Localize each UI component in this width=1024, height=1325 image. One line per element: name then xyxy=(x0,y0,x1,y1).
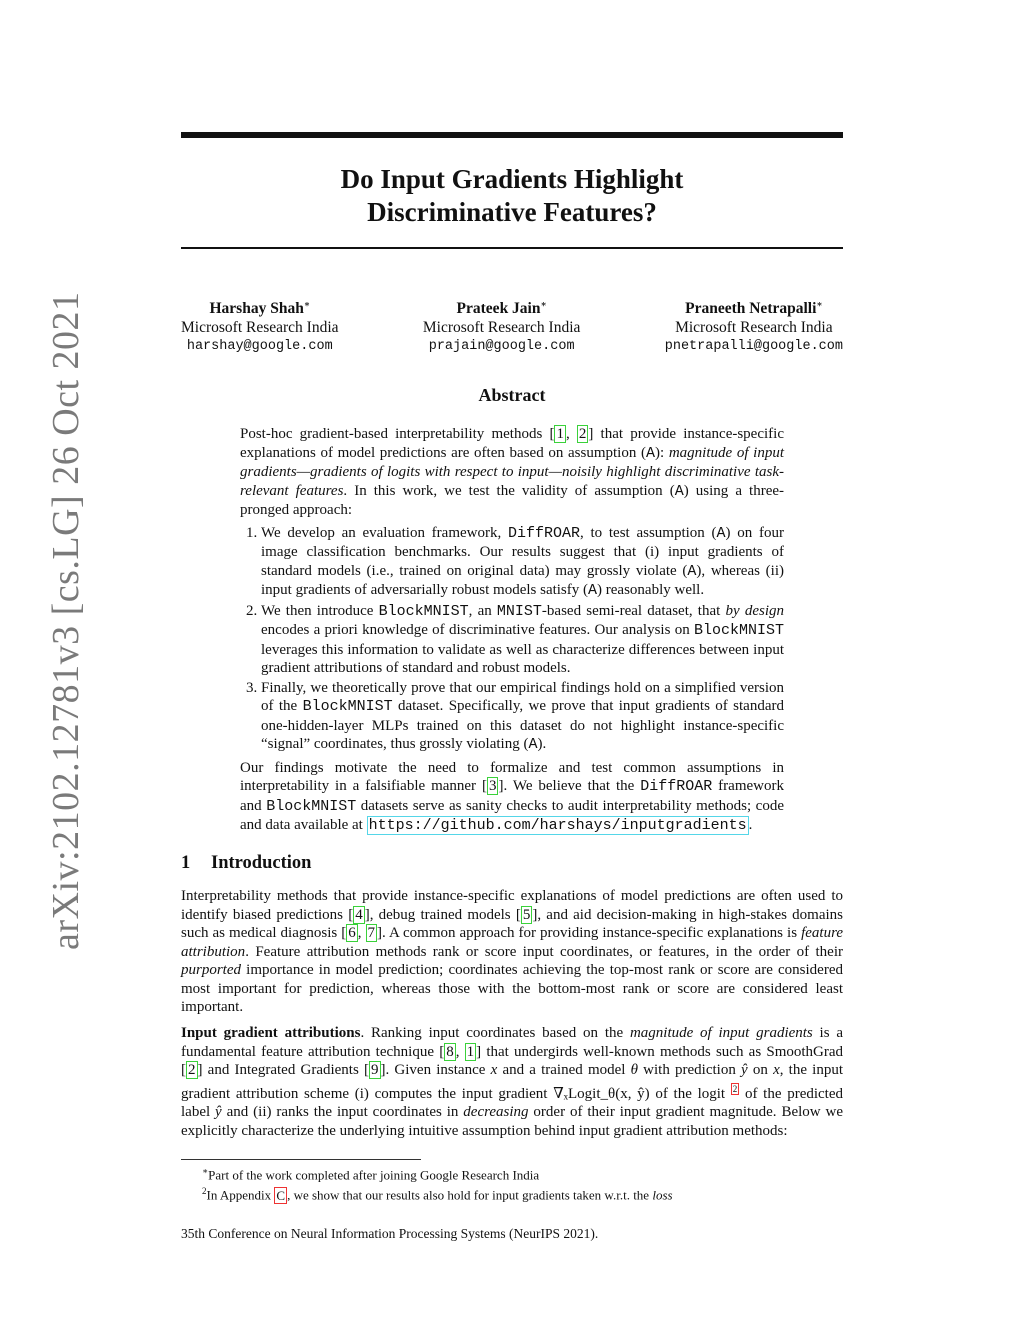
citation-link[interactable]: 3 xyxy=(488,778,497,794)
list-item: 3. Finally, we theoretically prove that our empirical findings hold on a simplified version of the BlockMNIST dataset. Specifically, we prove that input gradients of standard one-hidden-layer MLPs trained on this dataset do not highlight instance-specific “signal” coordinates, thus grossly violating (A). xyxy=(261,679,784,755)
author-email[interactable]: prajain@google.com xyxy=(428,339,575,355)
author-name: Praneeth Netrapalli xyxy=(685,300,817,318)
citation-link[interactable]: 1 xyxy=(466,1043,475,1060)
section-heading xyxy=(181,853,311,874)
gradient-formula: ∇ₓLogit_θ(x, ŷ) xyxy=(553,1085,650,1102)
title-bottom-rule xyxy=(181,247,843,249)
citation-link[interactable]: 2 xyxy=(188,1062,196,1078)
citation-link[interactable]: 5 xyxy=(522,906,531,923)
author-mark: ∗ xyxy=(540,299,547,309)
author-3 xyxy=(665,295,843,356)
author-mark: ∗ xyxy=(303,299,311,309)
citation-link[interactable]: 2 xyxy=(578,426,587,442)
citation-link[interactable]: 7 xyxy=(367,925,376,941)
author-1 xyxy=(181,295,339,356)
author-email[interactable]: pnetrapalli@google.com xyxy=(664,339,843,355)
footnote-rule xyxy=(181,1159,421,1160)
author-affiliation: Microsoft Research India xyxy=(422,319,581,337)
abstract-intro: Post-hoc gradient-based interpretability methods [ 1 , 2 ] that provide instance-specific explanations of model predictions are often based on assumption (A): magnitude of input gradients—gradients of logits with respect to input—noisily highlight discriminative task-relevant features. In this work, we test the validity of assumption (A) using a three-pronged approach: xyxy=(240,426,785,518)
contribution-list xyxy=(240,524,784,755)
footnote-1: ∗Part of the work completed after joining Google Research India xyxy=(202,1166,540,1183)
section-number: 1 xyxy=(181,853,191,873)
author-name: Harshay Shah xyxy=(209,300,304,318)
venue-footer: 35th Conference on Neural Information Processing Systems (NeurIPS 2021). xyxy=(181,1226,599,1241)
intro-paragraph-1: Interpretability methods that provide instance-specific explanations of model predictions are often used to identify biased predictions [ 4 ], debug trained models [ 5 ], and aid decision-making in high-stakes domains such as medical diagnosis [ 6 , 7 ]. A common approach for providing instance-specific explanations is feature attribution. Feature attribution methods rank or score input coordinates, or features, in the order of their purported importance in model prediction; coordinates achieving the top-most rank or score are considered most important for prediction, whereas those with the bottom-most rank or score are considered least important. xyxy=(181,888,844,1015)
list-item: 2. We then introduce BlockMNIST, an MNIST-based semi-real dataset, that by design encodes a priori knowledge of discriminative features. Our analysis on BlockMNIST leverages this information to validate as well as characterize differences between input gradient attributions of standard and robust models. xyxy=(261,602,784,678)
author-email[interactable]: harshay@google.com xyxy=(186,339,333,355)
citation-link[interactable]: 1 xyxy=(556,426,564,442)
repo-url-link[interactable]: https://github.com/harshays/inputgradients xyxy=(368,817,747,834)
citation-link[interactable]: 8 xyxy=(446,1043,454,1060)
intro-paragraph-2: Input gradient attributions. Ranking input coordinates based on the magnitude of input gradients is a fundamental feature attribution technique [ 8 , 1 ] that undergirds well-known methods such as SmoothGrad [ 2 ] and Integrated Gradients [ 9 ]. Given instance x and a trained model θ with prediction ŷ on x, the input gradient attribution scheme (i) computes the input gradient ∇ₓLogit_θ(x, ŷ) of the logit $^2$ of the predicted label ŷ and (ii) ranks the input coordinates in decreasing order of their input gradient magnitude. Below we explicitly characterize the underlying intuitive assumption behind input gradient attribution methods: xyxy=(181,1025,844,1139)
citation-link[interactable]: 6 xyxy=(348,925,356,941)
title-line-2: Discriminative Features? xyxy=(367,197,657,227)
title-line-1: Do Input Gradients Highlight xyxy=(340,164,684,194)
footnote-2: $^2$In Appendix C , we show that our results also hold for input gradients taken w.r.t. the loss xyxy=(202,1186,673,1203)
appendix-link[interactable]: C xyxy=(276,1187,286,1203)
abstract-heading: Abstract xyxy=(478,385,546,405)
footnote-ref[interactable]: 2 xyxy=(732,1083,738,1094)
section-title: Introduction xyxy=(211,853,312,873)
citation-link[interactable]: 4 xyxy=(355,906,363,923)
title-top-rule xyxy=(181,132,843,138)
footnotes xyxy=(181,1163,843,1204)
abstract-closing: Our findings motivate the need to formalize and test common assumptions in interpretability in a falsifiable manner [ 3 ]. We believe that the DiffROAR framework and BlockMNIST datasets serve as sanity checks to audit interpretability methods; code and data available at https://github.com/harshays/inputgradients . xyxy=(240,759,784,834)
author-name: Prateek Jain xyxy=(456,300,541,318)
arxiv-stamp: arXiv:2102.12781v3 [cs.LG] 26 Oct 2021 xyxy=(45,291,87,950)
author-block xyxy=(181,295,843,356)
abstract-body xyxy=(240,425,784,836)
author-2 xyxy=(423,295,581,356)
author-affiliation: Microsoft Research India xyxy=(181,319,339,337)
author-mark: ∗ xyxy=(816,299,823,309)
list-item: 1. We develop an evaluation framework, DiffROAR, to test assumption (A) on four image classification benchmarks. Our results suggest that (i) input gradients of standard models (i.e., trained on original data) may grossly violate (A), whereas (ii) input gradients of adversarially robust models satisfy (A) reasonably well. xyxy=(261,524,784,601)
citation-link[interactable]: 9 xyxy=(371,1062,379,1078)
paper-title xyxy=(181,163,843,229)
author-affiliation: Microsoft Research India xyxy=(675,319,833,337)
